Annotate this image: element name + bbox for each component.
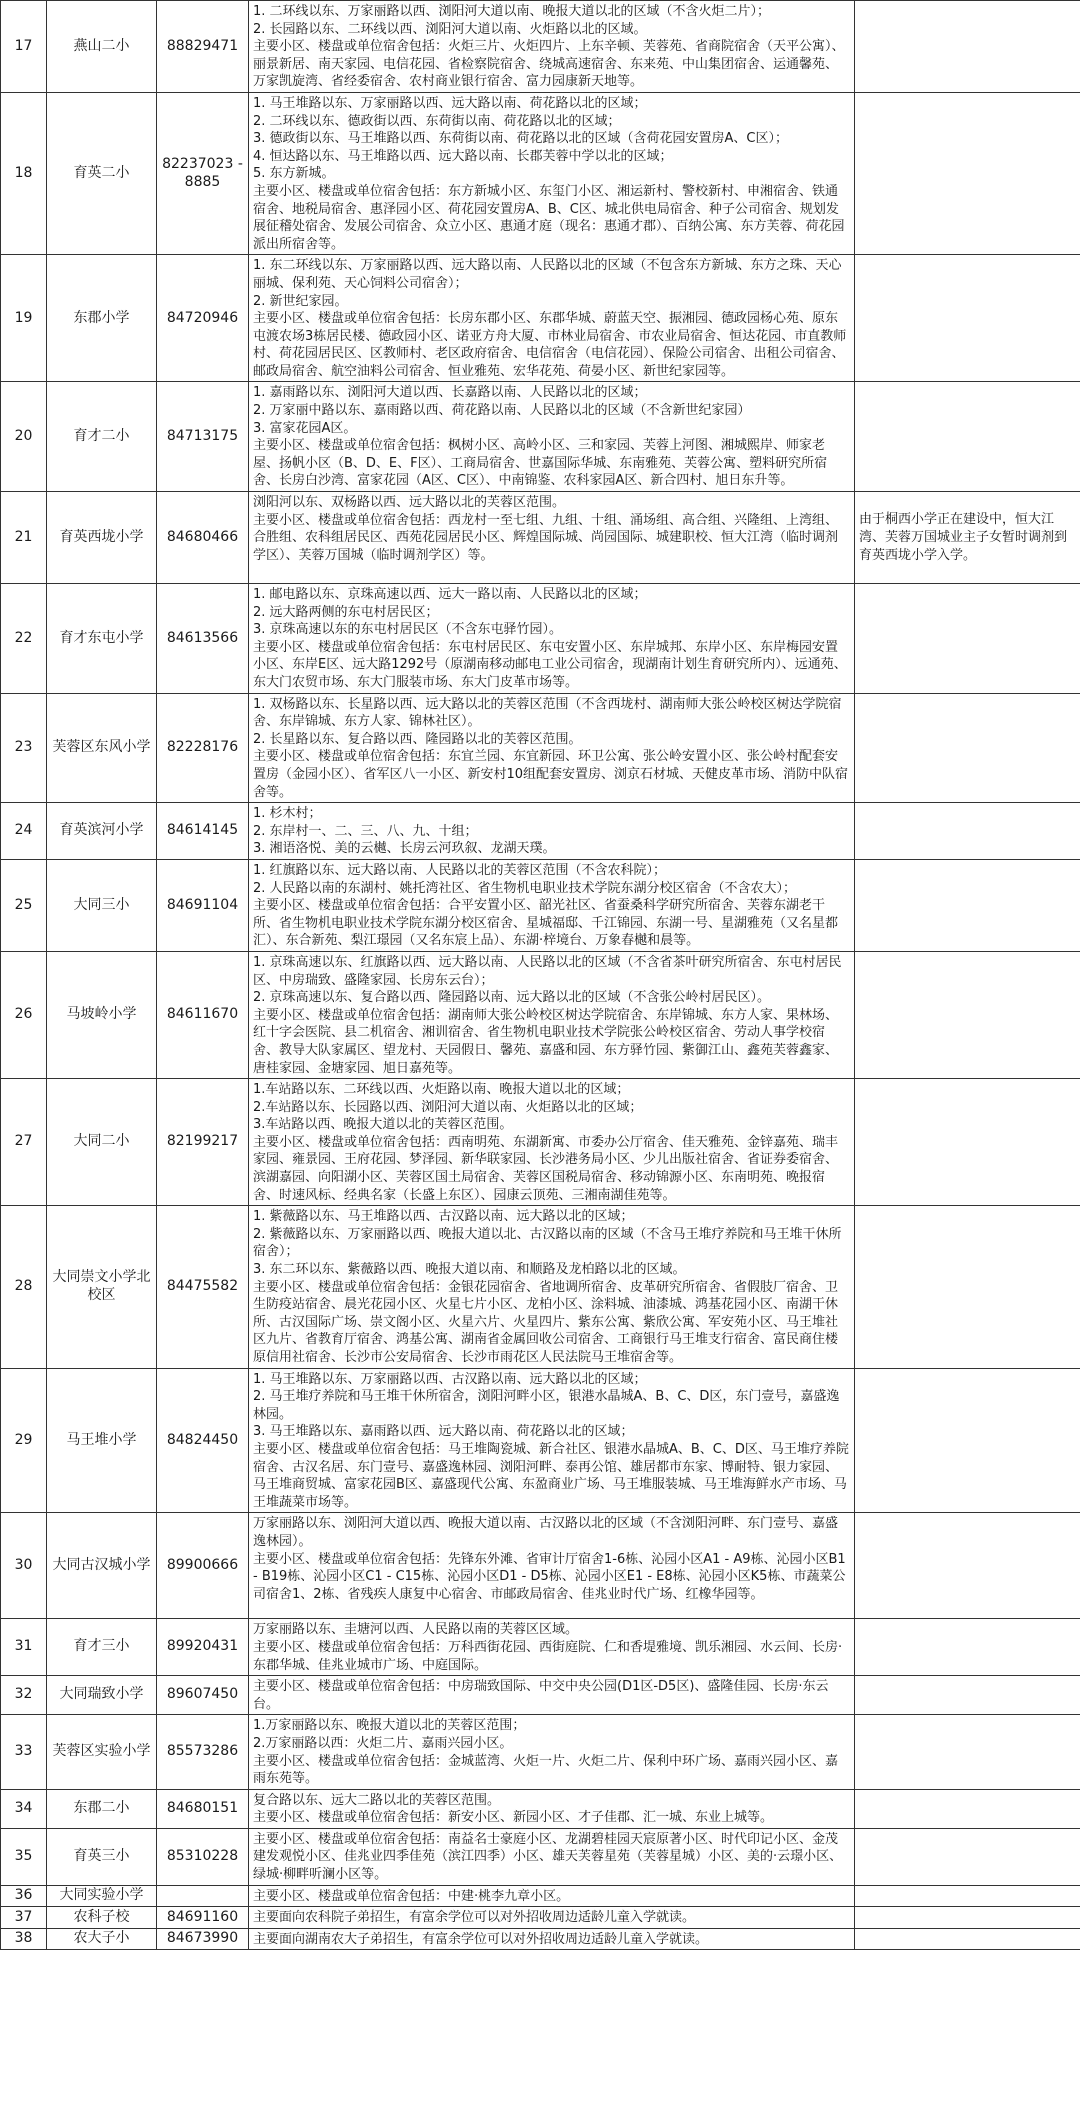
scope-line: 主要小区、楼盘或单位宿舍包括：新安小区、新园小区、才子佳郡、汇一城、东业上城等。 [253, 1810, 774, 1826]
scope-line: 2. 东岸村一、二、三、八、九、十组； [253, 823, 478, 839]
scope-line: 1.车站路以东、二环线以西、火炬路以南、晚报大道以北的区域； [253, 1082, 630, 1098]
scope-line: 主要小区、楼盘或单位宿舍包括：万科西街花园、西街庭院、仁和香堤雅境、凯乐湘园、水云间、长房·东郡华城、佳兆业城市广场、中庭国际。 [253, 1639, 843, 1673]
scope-line: 1. 红旗路以东、远大路以南、人民路以北的芙蓉区范围（不含农科院）； [253, 862, 667, 878]
scope-line: 主要小区、楼盘或单位宿舍包括：金银花园宿舍、省地调所宿舍、皮革研究所宿舍、省假肢厂宿舍、卫生防疫站宿舍、晨光花园小区、火星七片小区、龙柏小区、涂料城、油漆城、鸿基花园小区、南湖干休所、古汉国际广场、崇文阁小区、火星六片、火星四片、紫东公寓、紫欣公寓、军安苑小区、马王堆社区九片、省教育厅宿舍、鸿基公寓、湖南省金属回收公司宿舍、工商银行马王堆支行宿舍、富民商住楼原信用社宿舍、长沙市公安局宿舍、长沙市雨花区人民法院马王堆宿舍等。 [253, 1279, 839, 1365]
enrollment-scope [249, 1715, 855, 1789]
row-number: 22 [1, 584, 47, 694]
enrollment-scope [249, 1206, 855, 1368]
enrollment-scope [249, 1368, 855, 1513]
row-number: 35 [1, 1828, 47, 1885]
scope-line: 浏阳河以东、双杨路以西、远大路以北的芙蓉区范围。 [253, 495, 566, 511]
table-row [1, 492, 1080, 584]
school-name: 育英滨河小学 [47, 803, 157, 860]
table-row [1, 1907, 1080, 1929]
scope-line: 万家丽路以东、圭塘河以西、人民路以南的芙蓉区区域。 [253, 1622, 579, 1638]
row-number: 33 [1, 1715, 47, 1789]
scope-line: 5. 东方新城。 [253, 166, 335, 182]
school-name: 芙蓉区东风小学 [47, 693, 157, 803]
remark [855, 1676, 1080, 1715]
phone-number: 84475582 [157, 1206, 249, 1368]
school-name: 马王堆小学 [47, 1368, 157, 1513]
remark [855, 1789, 1080, 1828]
enrollment-scope [249, 1789, 855, 1828]
remark [855, 1885, 1080, 1907]
school-name: 育才东屯小学 [47, 584, 157, 694]
scope-line: 主要面向农科院子弟招生，有富余学位可以对外招收周边适龄儿童入学就读。 [253, 1910, 696, 1926]
enrollment-scope [249, 92, 855, 254]
table-row [1, 1513, 1080, 1619]
row-number: 19 [1, 255, 47, 382]
remark [855, 951, 1080, 1078]
school-name: 农大子小 [47, 1928, 157, 1950]
row-number: 30 [1, 1513, 47, 1619]
scope-line: 2. 长星路以东、复合路以西、隆园路以北的芙蓉区范围。 [253, 731, 582, 747]
enrollment-scope [249, 951, 855, 1078]
remark [855, 1619, 1080, 1676]
school-name: 大同崇文小学北校区 [47, 1206, 157, 1368]
table-row [1, 1079, 1080, 1206]
scope-line: 主要小区、楼盘或单位宿舍包括：金城蓝湾、火炬一片、火炬二片、保利中环广场、嘉雨兴园小区、嘉雨东苑等。 [253, 1753, 839, 1787]
scope-line: 主要小区、楼盘或单位宿舍包括：东方新城小区、东玺门小区、湘运新村、警校新村、申湘宿舍、铁通宿舍、地税局宿舍、惠泽园小区、荷花园安置房A、B、C区、城北供电局宿舍、种子公司宿舍、规划发展征稽处宿舍、发展公司宿舍、众立小区、惠通才庭（现名：惠通才郡）、百纳公寓、东方芙蓉、荷花园派出所宿舍等。 [253, 183, 845, 252]
table-row [1, 1828, 1080, 1885]
phone-number: 85573286 [157, 1715, 249, 1789]
scope-line: 主要小区、楼盘或单位宿舍包括：西龙村一至七组、九组、十组、涌场组、高合组、兴隆组、上湾组、合胜组、农科组居民区、西苑花园居民小区、辉煌国际城、尚园国际、城建职校、恒大江湾（临时调剂学区）、芙蓉万国城（临时调剂学区）等。 [253, 512, 839, 563]
scope-line: 主要小区、楼盘或单位宿舍包括：东宜兰园、东宜新园、环卫公寓、张公岭安置小区、张公岭村配套安置房（金园小区）、省军区八一小区、新安村10组配套安置房、浏京石材城、天健皮革市场、消防中队宿舍等。 [253, 749, 849, 800]
table-row [1, 1619, 1080, 1676]
enrollment-scope [249, 1079, 855, 1206]
table-row [1, 803, 1080, 860]
enrollment-scope [249, 1, 855, 93]
scope-line: 1. 二环线以东、万家丽路以西、浏阳河大道以南、晚报大道以北的区域（不含火炬二片）； [253, 4, 771, 19]
scope-line: 主要小区、楼盘或单位宿舍包括：中房瑞致国际、中交中央公园(D1区-D5区)、盛隆佳园、长房·东云台。 [253, 1679, 829, 1712]
scope-line: 主要小区、楼盘或单位宿舍包括：马王堆陶瓷城、新合社区、银港水晶城A、B、C、D区、马王堆疗养院宿舍、古汉名居、东门壹号、嘉盛逸林园、浏阳河畔、泰再公馆、雄居都市东家、博耐特、银力家园、马王堆商贸城、富家花园B区、嘉盛现代公寓、东盈商业广场、马王堆服装城、马王堆海鲜水产市场、马王堆蔬菜市场等。 [253, 1441, 849, 1510]
remark [855, 693, 1080, 803]
scope-line: 万家丽路以东、浏阳河大道以西、晚报大道以南、古汉路以北的区域（不含浏阳河畔、东门壹号、嘉盛逸林园）。 [253, 1516, 839, 1549]
row-number: 26 [1, 951, 47, 1078]
scope-line: 1. 京珠高速以东、红旗路以西、远大路以南、人民路以北的区域（不含省茶叶研究所宿舍、东屯村居民区、中房瑞致、盛隆家园、长房东云台）； [253, 954, 842, 988]
scope-line: 2. 马王堆疗养院和马王堆干休所宿舍，浏阳河畔小区，银港水晶城A、B、C、D区，东门壹号，嘉盛逸林园。 [253, 1389, 840, 1422]
phone-number: 82199217 [157, 1079, 249, 1206]
phone-number: 82237023 - 8885 [157, 92, 249, 254]
remark [855, 859, 1080, 951]
enrollment-scope [249, 1928, 855, 1950]
remark [855, 92, 1080, 254]
row-number: 38 [1, 1928, 47, 1950]
scope-line: 2. 长园路以东、二环线以西、浏阳河大道以南、火炬路以北的区域。 [253, 21, 647, 37]
scope-line: 3. 东二环以东、紫薇路以西、晚报大道以南、和顺路及龙柏路以北的区域。 [253, 1262, 686, 1278]
phone-number: 84613566 [157, 584, 249, 694]
school-name: 育英三小 [47, 1828, 157, 1885]
enrollment-scope [249, 382, 855, 492]
enrollment-scope [249, 1676, 855, 1715]
scope-line: 1. 杉木村； [253, 806, 322, 822]
phone-number: 85310228 [157, 1828, 249, 1885]
scope-line: 主要面向湖南农大子弟招生，有富余学位可以对外招收周边适龄儿童入学就读。 [253, 1931, 709, 1947]
scope-line: 1. 东二环线以东、万家丽路以西、远大路以南、人民路以北的区域（不包含东方新城、东方之珠、天心丽城、保利苑、天心饲料公司宿舍）； [253, 258, 842, 291]
remark: 由于桐西小学正在建设中，恒大江湾、芙蓉万国城业主子女暂时调剂到育英西垅小学入学。 [855, 492, 1080, 584]
scope-line: 主要小区、楼盘或单位宿舍包括：火炬三片、火炬四片、上东辛顿、芙蓉苑、省商院宿舍（天平公寓）、丽景新居、南天家园、电信花园、省检察院宿舍、绕城高速宿舍、东来苑、中山集团宿舍、运通馨苑、万家凯旋湾、省经委宿舍、农村商业银行宿舍、富力园康新天地等。 [253, 39, 845, 90]
scope-line: 2.万家丽路以西：火炬二片、嘉雨兴园小区。 [253, 1735, 513, 1751]
remark [855, 1715, 1080, 1789]
school-name: 芙蓉区实验小学 [47, 1715, 157, 1789]
school-name: 育才三小 [47, 1619, 157, 1676]
row-number: 25 [1, 859, 47, 951]
scope-line: 3. 富家花园A区。 [253, 420, 357, 436]
enrollment-scope [249, 1513, 855, 1619]
remark [855, 1079, 1080, 1206]
phone-number [157, 1885, 249, 1907]
table-row [1, 951, 1080, 1078]
remark [855, 1513, 1080, 1619]
school-name: 东郡小学 [47, 255, 157, 382]
school-name: 燕山二小 [47, 1, 157, 93]
enrollment-scope [249, 693, 855, 803]
phone-number: 84680466 [157, 492, 249, 584]
phone-number: 89920431 [157, 1619, 249, 1676]
scope-line: 3. 湘语洛悦、美的云樾、长房云河玖叙、龙湖天璞。 [253, 841, 556, 857]
phone-number: 84713175 [157, 382, 249, 492]
phone-number: 84614145 [157, 803, 249, 860]
scope-line: 主要小区、楼盘或单位宿舍包括：中建·桃李九章小区。 [253, 1888, 570, 1904]
remark [855, 1368, 1080, 1513]
enrollment-scope [249, 492, 855, 584]
phone-number: 84720946 [157, 255, 249, 382]
school-name: 大同古汉城小学 [47, 1513, 157, 1619]
row-number: 32 [1, 1676, 47, 1715]
phone-number: 84680151 [157, 1789, 249, 1828]
scope-line: 4. 恒达路以东、马王堆路以西、远大路以南、长郡芙蓉中学以北的区域； [253, 148, 673, 164]
scope-line: 1.万家丽路以东、晚报大道以北的芙蓉区范围； [253, 1718, 526, 1734]
scope-line: 1. 嘉雨路以东、浏阳河大道以西、长嘉路以南、人民路以北的区域； [253, 385, 647, 401]
row-number: 37 [1, 1907, 47, 1929]
remark [855, 1907, 1080, 1929]
scope-line: 3. 德政街以东、马王堆路以西、东荷街以南、荷花路以北的区域（含荷花园安置房A、C区）； [253, 131, 789, 147]
scope-line: 3. 京珠高速以东的东屯村居民区（不含东屯驿竹园）。 [253, 622, 563, 638]
remark [855, 382, 1080, 492]
table-row [1, 382, 1080, 492]
scope-line: 主要小区、楼盘或单位宿舍包括：先锋东外滩、省审计厅宿舍1-6栋、沁园小区A1 - A9栋、沁园小区B1 - B19栋、沁园小区C1 - C15栋、沁园小区D1 - D5栋、沁园小区E1 - E8栋、沁园小区K5栋、市蔬菜公司宿舍1、2栋、省残疾人康复中心宿舍、市邮政局宿舍、佳兆业时代广场、红橡华园等。 [253, 1551, 850, 1602]
row-number: 17 [1, 1, 47, 93]
phone-number: 82228176 [157, 693, 249, 803]
row-number: 31 [1, 1619, 47, 1676]
remark [855, 1828, 1080, 1885]
scope-line: 主要小区、楼盘或单位宿舍包括：南益名士豪庭小区、龙湖碧桂园天宸原著小区、时代印记小区、金茂建发观悦小区、佳兆业四季佳苑（滨江四季）小区、雄天芙蓉星苑（芙蓉星城）小区、美的·云璟小区、绿城·柳畔听澜小区等。 [253, 1831, 843, 1883]
table-row [1, 1715, 1080, 1789]
row-number: 28 [1, 1206, 47, 1368]
scope-line: 2. 二环线以东、德政街以西、东荷街以南、荷花路以北的区域； [253, 113, 621, 129]
scope-line: 3. 马王堆路以东、嘉雨路以西、远大路以南、荷花路以北的区域； [253, 1424, 634, 1440]
row-number: 34 [1, 1789, 47, 1828]
scope-line: 主要小区、楼盘或单位宿舍包括：东屯村居民区、东屯安置小区、东岸城邦、东岸小区、东岸梅园安置小区、东岸E区、远大路1292号（原湖南移动邮电工业公司宿舍，现湖南计划生育研究所内）、远通苑、东大门农贸市场、东大门服装市场、东大门皮革市场等。 [253, 639, 847, 690]
table-row [1, 1368, 1080, 1513]
scope-line: 1. 马王堆路以东、万家丽路以西、远大路以南、荷花路以北的区域； [253, 95, 647, 111]
remark [855, 803, 1080, 860]
scope-line: 主要小区、楼盘或单位宿舍包括：西南明苑、东湖新寓、市委办公厅宿舍、佳天雅苑、金锌嘉苑、瑞丰家园、雍景园、王府花园、梦泽园、新华联家园、长沙港务局小区、少儿出版社宿舍、省证券委宿舍、滨湖嘉园、向阳湖小区、芙蓉区国土局宿舍、芙蓉区国税局宿舍、移动锦源小区、东南明苑、晚报宿舍、时速风标、经典名家（长盛上东区）、园康云顶苑、三湘南湖佳苑等。 [253, 1134, 839, 1203]
scope-line: 1. 紫薇路以东、马王堆路以西、古汉路以南、远大路以北的区域； [253, 1209, 634, 1225]
table-row [1, 255, 1080, 382]
enrollment-scope [249, 1619, 855, 1676]
school-name: 育才二小 [47, 382, 157, 492]
school-name: 大同二小 [47, 1079, 157, 1206]
row-number: 21 [1, 492, 47, 584]
row-number: 24 [1, 803, 47, 860]
scope-line: 2. 京珠高速以东、复合路以西、隆园路以南、远大路以北的区域（不含张公岭村居民区）。 [253, 990, 771, 1006]
table-row [1, 584, 1080, 694]
row-number: 20 [1, 382, 47, 492]
row-number: 18 [1, 92, 47, 254]
phone-number: 84691104 [157, 859, 249, 951]
remark [855, 584, 1080, 694]
enrollment-scope [249, 1885, 855, 1907]
table-row [1, 859, 1080, 951]
scope-line: 1. 双杨路以东、长星路以西、远大路以北的芙蓉区范围（不含西垅村、湖南师大张公岭校区树达学院宿舍、东岸锦城、东方人家、锦林社区）。 [253, 696, 842, 730]
phone-number: 84611670 [157, 951, 249, 1078]
phone-number: 89607450 [157, 1676, 249, 1715]
row-number: 23 [1, 693, 47, 803]
scope-line: 2. 紫薇路以东、万家丽路以西、晚报大道以北、古汉路以南的区域（不含马王堆疗养院和马王堆干休所宿舍）； [253, 1226, 842, 1260]
scope-line: 主要小区、楼盘或单位宿舍包括：枫树小区、高岭小区、三和家园、芙蓉上河图、湘城熙岸、师家老屋、扬帆小区（B、D、E、F区）、工商局宿舍、世嘉国际华城、东南雅苑、芙蓉公寓、塑料研究所宿舍、长房白沙湾、富家花园（A区、C区）、中南锦鉴、农科家园A区、新合四村、旭日东升等。 [253, 438, 828, 489]
table-row [1, 92, 1080, 254]
school-name: 大同瑞致小学 [47, 1676, 157, 1715]
phone-number: 89900666 [157, 1513, 249, 1619]
scope-line: 3.车站路以西、晚报大道以北的芙蓉区范围。 [253, 1117, 513, 1133]
school-name: 大同三小 [47, 859, 157, 951]
enrollment-scope [249, 1828, 855, 1885]
scope-line: 2.车站路以东、长园路以西、浏阳河大道以南、火炬路以北的区域； [253, 1099, 643, 1115]
enrollment-scope [249, 859, 855, 951]
remark [855, 1206, 1080, 1368]
scope-line: 1. 邮电路以东、京珠高速以西、远大一路以南、人民路以北的区域； [253, 587, 647, 603]
scope-line: 2. 人民路以南的东湖村、姚托湾社区、省生物机电职业技术学院东湖分校区宿舍（不含农大）； [253, 880, 797, 896]
table-row [1, 1206, 1080, 1368]
scope-line: 2. 远大路两侧的东屯村居民区； [253, 604, 439, 620]
phone-number: 84673990 [157, 1928, 249, 1950]
table-row [1, 1789, 1080, 1828]
row-number: 36 [1, 1885, 47, 1907]
table-body [1, 1, 1080, 1950]
enrollment-scope [249, 1907, 855, 1929]
scope-line: 复合路以东、远大二路以北的芙蓉区范围。 [253, 1792, 501, 1808]
enrollment-scope [249, 255, 855, 382]
row-number: 29 [1, 1368, 47, 1513]
remark [855, 1928, 1080, 1950]
school-name: 育英二小 [47, 92, 157, 254]
school-name: 大同实验小学 [47, 1885, 157, 1907]
remark [855, 255, 1080, 382]
scope-line: 2. 万家丽中路以东、嘉雨路以西、荷花路以南、人民路以北的区域（不含新世纪家园） [253, 403, 751, 419]
remark [855, 1, 1080, 93]
table-row [1, 1885, 1080, 1907]
table-row [1, 1676, 1080, 1715]
enrollment-scope [249, 803, 855, 860]
scope-line: 主要小区、楼盘或单位宿舍包括：长房东郡小区、东郡华城、蔚蓝天空、振湘园、德政园杨心苑、原东屯渡农场3栋居民楼、德政园小区、诺亚方舟大厦、市林业局宿舍、市农业局宿舍、恒达花园、市直教师村、荷花园居民区、区教师村、老区政府宿舍、电信宿舍（电信花园）、保险公司宿舍、出租公司宿舍、邮政局宿舍、航空油料公司宿舍、恒业雅苑、宏华花苑、荷晏小区、新世纪家园等。 [253, 311, 847, 379]
table-row [1, 693, 1080, 803]
phone-number: 88829471 [157, 1, 249, 93]
table-row [1, 1928, 1080, 1950]
scope-line: 主要小区、楼盘或单位宿舍包括：湖南师大张公岭校区树达学院宿舍、东岸锦城、东方人家、果林场、红十字会医院、县二机宿舍、湘训宿舍、省生物机电职业技术学院张公岭校区宿舍、劳动人事学校宿舍、教导大队家属区、望龙村、天园假日、馨苑、嘉盛和园、东方驿竹园、紫御江山、鑫苑芙蓉鑫家、唐桂家园、金塘家园、旭日嘉苑等。 [253, 1007, 839, 1076]
school-name: 农科子校 [47, 1907, 157, 1929]
enrollment-scope [249, 584, 855, 694]
school-name: 东郡二小 [47, 1789, 157, 1828]
table-row [1, 1, 1080, 93]
phone-number: 84691160 [157, 1907, 249, 1929]
scope-line: 2. 新世纪家园。 [253, 293, 348, 309]
scope-line: 1. 马王堆路以东、万家丽路以西、古汉路以南、远大路以北的区域； [253, 1371, 647, 1387]
school-name: 马坡岭小学 [47, 951, 157, 1078]
phone-number: 84824450 [157, 1368, 249, 1513]
school-name: 育英西垅小学 [47, 492, 157, 584]
row-number: 27 [1, 1079, 47, 1206]
scope-line: 主要小区、楼盘或单位宿舍包括：合平安置小区、韶光社区、省蚕桑科学研究所宿舍、芙蓉东湖老干所、省生物机电职业技术学院东湖分校区宿舍、星城福邸、千江锦园、东湖一号、星湖雅苑（又名星都汇）、东合新苑、梨江璟园（又名东宸上品）、东湖·梓境台、万象春樾和晨等。 [253, 898, 839, 949]
